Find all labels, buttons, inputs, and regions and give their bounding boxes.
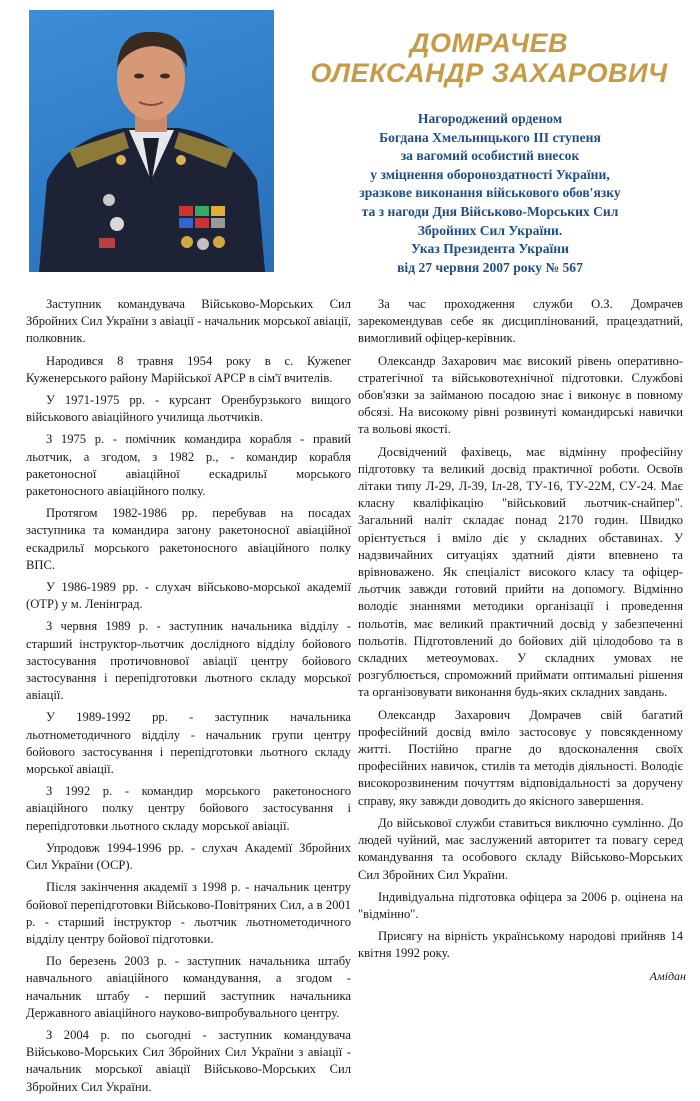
paragraph: З червня 1989 р. - заступник начальника відділу - старший інструктор-льотчик дослідного відділу бойового застосування протичовнової авіації центру бойового застосування і перепідготовки льотного складу морської авіації. — [26, 619, 351, 703]
surname: ДОМРАЧЕВ — [409, 28, 569, 58]
paragraph: Досвідчений фахівець, має відмінну професійну підготовку та великий досвід практичної роботи. Освоїв літаки типу Л-29, Л-39, Іл-28, ТУ-16, ТУ-22М, СУ-24. Має класну кваліфікацію "військовий льотчик-снайпер". Загальний наліт складає понад 2170 годин. Швидко орієнтується і вміло діє у складних обставинах. У надзвичайних ситуаціях здатний діяти впевнено та врівноважено. Як спеціаліст високого класу та офіцер-льотчик завжди готовий прийти на допомогу. Відмінно володіє знаннями методики організації і проведення польотів, має великий практичний досвід у забезпеченні польотів. Підготовлений до бойових дій цілодобово та в складних метеоумовах. У складних умовах не розгублюється, спроможний приймати оптимальні рішення та організовувати виконання будь-яких складних завдань. — [358, 444, 683, 700]
award-line: Указ Президента України — [411, 241, 569, 257]
paragraph: Упродовж 1994-1996 рр. - слухач Академії Збройних Сил України (ОСР). — [26, 840, 351, 873]
person-name — [290, 28, 688, 88]
paragraph: Олександр Захарович Домрачев свій багатий професійний досвід вміло застосовує у повсякденному житті. Постійно прагне до вдосконалення своїх професійних навичок, стилів та методів діяльності. Володіє високорозвиненим почуттям відповідальності за доручену справу, яку завжди доводить до якісного завершення. — [358, 707, 683, 808]
paragraph: У 1989-1992 рр. - заступник начальника льотнометодичного відділу - начальник групи центру бойового застосування і перепідготовки льотного складу морської авіації. — [26, 710, 351, 777]
paragraph: З 1975 р. - помічник командира корабля - правий льотчик, а згодом, з 1982 р., - командир корабля ракетоносної авіаційної ескадрильї морського ракетоносного авіаційного полку. — [26, 432, 351, 499]
paragraph: З 2004 р. по сьогодні - заступник командувача Військово-Морських Сил Збройних Сил України з авіації - начальник морської авіації Військово-Морських Сил Збройних Сил України. — [26, 1027, 351, 1094]
award-line: зразкове виконання військового обов'язку — [359, 185, 621, 201]
officer-portrait-illustration — [29, 10, 274, 272]
paragraph: Присягу на вірність українському народові прийняв 14 квітня 1992 року. — [358, 929, 683, 961]
paragraph: Індивідуальна підготовка офіцера за 2006 р. оцінена на "відмінно". — [358, 889, 683, 921]
paragraph: До військової служби ставиться виключно сумлінно. До людей чуйний, має заслужений авторитет та повагу серед командування та особового складу Військово-Морських Сил Збройних Сил України. — [358, 815, 683, 882]
award-line: Богдана Хмельницького ІІІ ступеня — [379, 129, 601, 145]
paragraph: Протягом 1982-1986 рр. перебував на посадах заступника та командира загону ракетоносної авіаційної ескадрильї морського ракетоносного авіаційного полку ВПС. — [26, 506, 351, 572]
paragraph: Олександр Захарович має високий рівень оперативно-стратегічної та військовотехнічної підготовки. Службові обов'язки за займаною посадою знає і виконує в повному обсязі. На високому рівні розвинуті командирські навички та вольові якості. — [358, 353, 683, 437]
biography-column-left — [26, 296, 351, 1101]
paragraph: Після закінчення академії з 1998 р. - начальник центру бойової перепідготовки Військово-Повітряних Сил, а в 2001 р. - старший інструктор - льотчик льотнометодичного відділу центру бойової підготовки. — [26, 880, 351, 946]
author-signature: Амідан — [649, 969, 686, 983]
biography-column-right — [358, 296, 683, 968]
given-names: ОЛЕКСАНДР ЗАХАРОВИЧ — [310, 58, 668, 88]
paragraph: Народився 8 травня 1954 року в с. Кужener Кужeнерського району Марійської АРСР в сім'ї вчителів. — [26, 353, 351, 385]
paragraph: За час проходження служби О.З. Домрачев зарекомендував себе як дисциплінований, працездатний, вимогливий офіцер-керівник. — [358, 297, 683, 346]
paragraph: Заступник командувача Військово-Морських Сил Збройних Сил України з авіації - начальник морської авіації, полковник. — [26, 297, 351, 346]
award-line: від 27 червня 2007 року № 567 — [397, 259, 583, 275]
award-block — [300, 110, 680, 277]
award-line: та з нагоди Дня Військово-Морських Сил — [361, 203, 619, 219]
award-line: Нагороджений орденом — [417, 111, 563, 126]
paragraph: З 1992 р. - командир морського ракетоносного авіаційного полку центру бойового застосування і перепідготовки льотного складу морської авіації. — [26, 784, 351, 833]
portrait-photo — [29, 10, 274, 272]
award-line: у зміцнення обороноздатності України, — [370, 166, 610, 182]
paragraph: У 1971-1975 рр. - курсант Оренбурзького вищого військового авіаційного училища льотчиків. — [26, 393, 351, 425]
paragraph: По березень 2003 р. - заступник начальника штабу навчального авіаційного командування, а згодом - начальник штабу - перший заступник начальника Державного авіаційного науково-випробувального центру. — [26, 954, 351, 1020]
paragraph: У 1986-1989 рр. - слухач військово-морської академії (ОТР) у м. Ленінград. — [26, 580, 351, 612]
award-line: за вагомий особистий внесок — [400, 148, 580, 164]
award-line: Збройних Сил України. — [417, 222, 563, 238]
